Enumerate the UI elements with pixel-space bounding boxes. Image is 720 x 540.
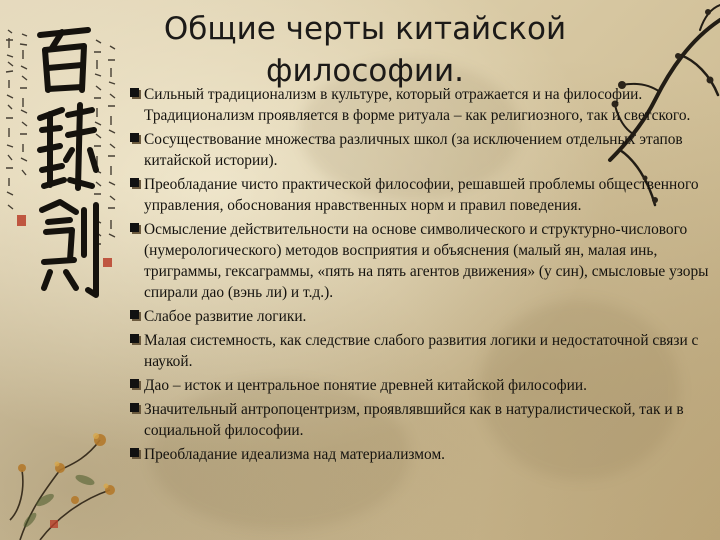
bullet-text: Слабое развитие логики. <box>144 308 307 325</box>
list-item <box>118 84 718 126</box>
square-bullet-icon <box>130 334 141 345</box>
list-item <box>118 444 718 465</box>
bullet-text: Значительный антропоцентризм, проявлявшийся как в натуралистической, так и в социальной философии. <box>144 401 684 439</box>
square-bullet-icon <box>130 88 141 99</box>
square-bullet-icon <box>130 133 141 144</box>
calligraphy-icon <box>0 10 125 310</box>
square-bullet-icon <box>130 178 141 189</box>
list-item <box>118 330 718 372</box>
list-item <box>118 219 718 303</box>
bullet-list <box>118 84 718 468</box>
square-bullet-icon <box>130 310 141 321</box>
bullet-text: Сосуществование множества различных школ (за исключением отдельных этапов китайской истории). <box>144 131 683 169</box>
slide-title: Общие черты китайской философии. <box>163 11 567 89</box>
square-bullet-icon <box>130 223 141 234</box>
bullet-text: Малая системность, как следствие слабого развития логики и недостаточной связи с наукой. <box>144 332 699 370</box>
bullet-text: Осмысление действительности на основе символического и структурно-числового (нумерологического) методов восприятия и объяснения (малый ян, малая инь, триграммы, гексаграммы, «пять на пять агентов движения» (у син), смысловые узоры спирали дао (вэнь ли) и т.д.). <box>144 221 709 301</box>
square-bullet-icon <box>130 379 141 390</box>
list-item <box>118 306 718 327</box>
square-bullet-icon <box>130 448 141 459</box>
bullet-text: Сильный традиционализм в культуре, который отражается и на философии. Традиционализм проявляется в форме ритуала – как религиозного, так и светского. <box>144 86 691 124</box>
list-item <box>118 375 718 396</box>
square-bullet-icon <box>130 403 141 414</box>
list-item <box>118 399 718 441</box>
bullet-text: Преобладание идеализма над материализмом. <box>144 446 446 463</box>
bullet-text: Преобладание чисто практической философии, решавшей проблемы общественного управления, обоснования нравственных норм и правил поведения. <box>144 176 699 214</box>
list-item <box>118 174 718 216</box>
list-item <box>118 129 718 171</box>
bullet-text: Дао – исток и центральное понятие древней китайской философии. <box>144 377 587 394</box>
